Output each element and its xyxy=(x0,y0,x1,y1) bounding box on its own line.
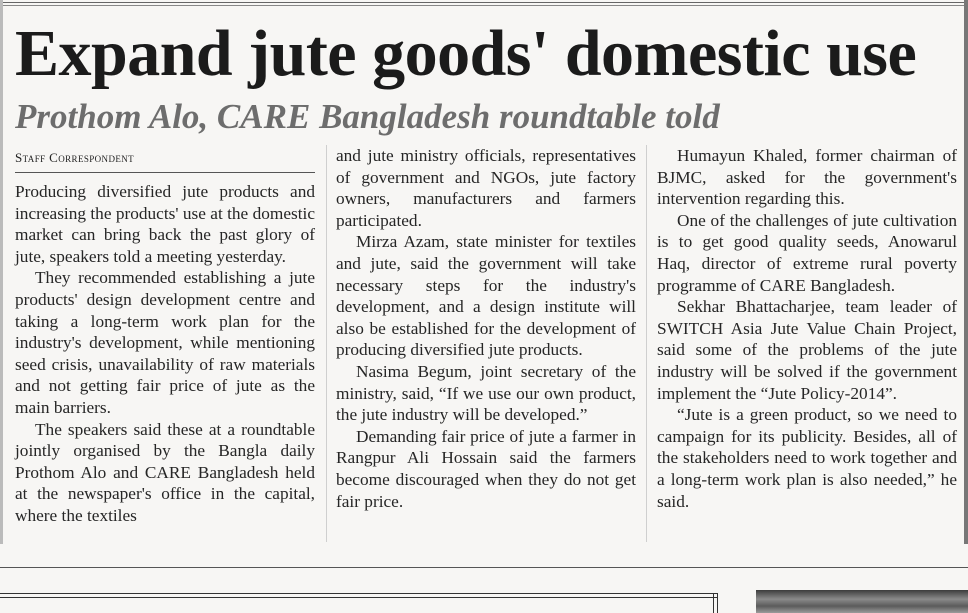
headline: Expand jute goods' domestic use xyxy=(15,17,917,90)
paragraph: The speakers said these at a roundtable jointly organised by the Bangla daily Prothom Alo and CARE Bangladesh held at the newspaper's office in the capital, where the textiles xyxy=(15,419,315,525)
byline-rule xyxy=(15,172,315,173)
paragraph: They recommended establishing a jute products' design development centre and taking a long-term work plan for the industry's development, while mentioning seed crisis, unavailability of raw materials and not getting fair price of jute as the main barriers. xyxy=(15,268,315,417)
next-article-border-side xyxy=(717,593,718,613)
paragraph: Nasima Begum, joint secretary of the ministry, said, “If we use our own product, the jute industry will be developed.” xyxy=(336,361,636,425)
column-divider xyxy=(326,145,327,542)
page-edge-right xyxy=(964,0,968,544)
top-border-line xyxy=(0,5,968,6)
paragraph: Mirza Azam, state minister for textiles and jute, said the government will take necessary steps for the industry's development, and a design institute will also be established for the development of producing diversified jute products. xyxy=(336,232,636,360)
bottom-rule xyxy=(0,567,968,568)
photo-strip xyxy=(756,590,968,613)
subhead: Prothom Alo, CARE Bangladesh roundtable told xyxy=(15,97,720,136)
paragraph: Humayun Khaled, former chairman of BJMC, asked for the government's intervention regarding this. xyxy=(657,146,957,209)
paragraph: Demanding fair price of jute a farmer in Rangpur Ali Hossain said the farmers become discouraged when they do not get fair price. xyxy=(336,426,636,511)
paragraph: “Jute is a green product, so we need to campaign for its publicity. Besides, all of the stakeholders need to work together and a long-term work plan is also needed,” he said. xyxy=(657,405,957,511)
article-column-1 xyxy=(15,181,315,527)
next-article-border xyxy=(0,593,718,594)
top-border-line xyxy=(0,2,968,3)
paragraph: Sekhar Bhattacharjee, team leader of SWITCH Asia Jute Value Chain Project, said some of the problems of the jute industry will be solved if the government implement the “Jute Policy-2014”. xyxy=(657,297,957,403)
paragraph: Producing diversified jute products and increasing the products' use at the domestic market can bring back the past glory of jute, speakers told a meeting yesterday. xyxy=(15,182,315,266)
column-divider xyxy=(646,145,647,542)
paragraph: One of the challenges of jute cultivation is to get good quality seeds, Anowarul Haq, director of extreme rural poverty programme of CARE Bangladesh. xyxy=(657,210,957,295)
next-article-border-side xyxy=(713,593,714,613)
next-article-border xyxy=(0,597,718,598)
page-edge-left xyxy=(0,0,3,544)
paragraph: and jute ministry officials, representatives of government and NGOs, jute factory owners, manufacturers and farmers participated. xyxy=(336,146,636,230)
byline: Staff Correspondent xyxy=(15,150,135,165)
top-border xyxy=(0,0,968,8)
article-column-2 xyxy=(336,145,636,512)
article-column-3 xyxy=(657,145,957,512)
